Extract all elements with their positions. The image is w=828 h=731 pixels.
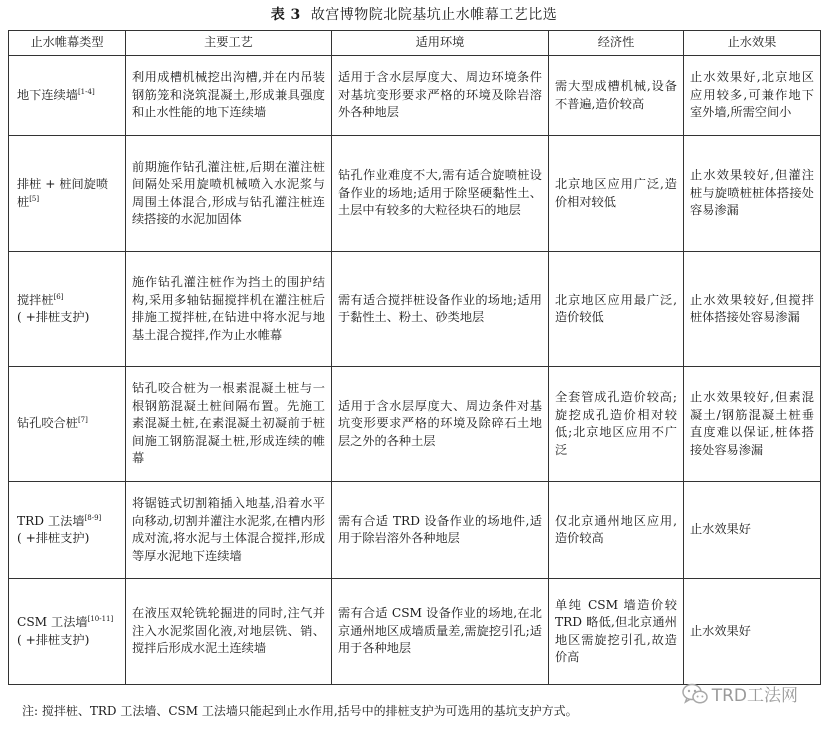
cell-environment: 钻孔作业难度不大,需有适合旋喷桩设备作业的场地;适用于除坚硬黏性土、土层中有较多的大粒径块石的地层 (332, 136, 549, 252)
header-type: 止水帷幕类型 (9, 31, 126, 56)
cell-environment: 需有合适 TRD 设备作业的场地件,适用于除岩溶外各种地层 (332, 482, 549, 579)
cell-type (9, 482, 126, 579)
type-label: 排桩 + 桩间旋喷桩 (17, 177, 109, 209)
type-label: 钻孔咬合桩 (17, 416, 78, 431)
cell-effect: 止水效果较好,但素混凝土/钢筋混凝土桩垂直度难以保证,桩体搭接处容易渗漏 (684, 367, 821, 482)
table-row (9, 252, 821, 367)
cell-process: 前期施作钻孔灌注桩,后期在灌注桩间隔处采用旋喷机械喷入水泥浆与周围土体混合,形成与钻孔灌注桩连续搭接的水泥加固体 (126, 136, 332, 252)
cell-process: 钻孔咬合桩为一根素混凝土桩与一根钢筋混凝土桩间隔布置。先施工素混凝土桩,在素混凝土初凝前于桩间施工钢筋混凝土桩,形成连续的帷幕 (126, 367, 332, 482)
cell-environment: 适用于含水层厚度大、周边条件对基坑变形要求严格的环境及除碎石土地层之外的各种土层 (332, 367, 549, 482)
table-caption (0, 0, 828, 30)
table-row (9, 136, 821, 252)
type-sublabel: ( +排桩支护) (17, 531, 90, 545)
cell-process: 在液压双轮铣轮掘进的同时,注气并注入水泥浆固化液,对地层铣、销、搅拌后形成水泥土连续墙 (126, 579, 332, 685)
cell-type (9, 252, 126, 367)
table-row (9, 56, 821, 136)
wechat-icon (682, 683, 708, 705)
cell-effect: 止水效果好 (684, 482, 821, 579)
cell-environment: 需有适合搅拌桩设备作业的场地;适用于黏性土、粉土、砂类地层 (332, 252, 549, 367)
header-effect: 止水效果 (684, 31, 821, 56)
type-sublabel: ( +排桩支护) (17, 632, 90, 647)
cell-effect: 止水效果好,北京地区应用较多,可兼作地下室外墙,所需空间小 (684, 56, 821, 136)
cell-environment: 适用于含水层厚度大、周边环境条件对基坑变形要求严格的环境及除岩溶外各种地层 (332, 56, 549, 136)
type-label: 搅拌桩 (17, 292, 54, 307)
table-title: 故宫博物院北院基坑止水帷幕工艺比选 (310, 7, 558, 23)
header-economy: 经济性 (549, 31, 684, 56)
cell-effect: 止水效果好 (684, 579, 821, 685)
cell-type (9, 136, 126, 252)
reference-mark: [7] (77, 416, 88, 425)
cell-economy: 需大型成槽机械,设备不普遍,造价较高 (549, 56, 684, 136)
cell-type (9, 367, 126, 482)
comparison-table (8, 30, 821, 685)
cell-environment: 需有合适 CSM 设备作业的场地,在北京通州地区成墙质量差,需旋挖引孔;适用于各种地层 (332, 579, 549, 685)
cell-economy: 仅北京通州地区应用,造价较高 (549, 482, 684, 579)
cell-process: 利用成槽机械挖出沟槽,并在内吊装钢筋笼和浇筑混凝土,形成兼具强度和止水性能的地下连续墙 (126, 56, 332, 136)
cell-effect: 止水效果较好,但灌注桩与旋喷桩桩体搭接处容易渗漏 (684, 136, 821, 252)
type-sublabel: ( +排桩支护) (17, 310, 90, 324)
reference-mark: [8-9] (84, 513, 102, 522)
table-header-row (9, 31, 821, 56)
reference-mark: [1-4] (77, 87, 95, 96)
table-number: 表 3 (270, 7, 301, 23)
cell-type (9, 56, 126, 136)
cell-economy: 单纯 CSM 墙造价较 TRD 略低,但北京通州地区需旋挖引孔,故造价高 (549, 579, 684, 685)
cell-economy: 全套管成孔造价较高;旋挖成孔造价相对较低;北京地区应用不广泛 (549, 367, 684, 482)
type-label: CSM 工法墙 (17, 615, 88, 629)
table-row (9, 482, 821, 579)
table-row (9, 579, 821, 685)
reference-mark: [5] (29, 194, 40, 203)
cell-economy: 北京地区应用广泛,造价相对较低 (549, 136, 684, 252)
table-row (9, 367, 821, 482)
watermark-text: TRD工法网 (711, 686, 798, 706)
table-note: 注: 搅拌桩、TRD 工法墙、CSM 工法墙只能起到止水作用,括号中的排桩支护为可选用的基坑支护方式。 (22, 704, 578, 718)
cell-effect: 止水效果较好,但搅拌桩体搭接处容易渗漏 (684, 252, 821, 367)
type-label: 地下连续墙 (17, 87, 78, 102)
type-label: TRD 工法墙 (17, 513, 85, 528)
cell-process: 将锯链式切割箱插入地基,沿着水平向移动,切割并灌注水泥浆,在槽内形成对流,将水泥与土体混合搅拌,形成等厚水泥地下连续墙 (126, 482, 332, 579)
reference-mark: [10-11] (87, 614, 114, 623)
watermark (682, 681, 798, 706)
header-process: 主要工艺 (126, 31, 332, 56)
reference-mark: [6] (53, 292, 64, 301)
cell-process: 施作钻孔灌注桩作为挡土的围护结构,采用多轴钻掘搅拌机在灌注桩后排施工搅拌桩,在钻进中将水泥与地基土混合搅拌,作为止水帷幕 (126, 252, 332, 367)
cell-economy: 北京地区应用最广泛,造价较低 (549, 252, 684, 367)
cell-type (9, 579, 126, 685)
header-environment: 适用环境 (332, 31, 549, 56)
